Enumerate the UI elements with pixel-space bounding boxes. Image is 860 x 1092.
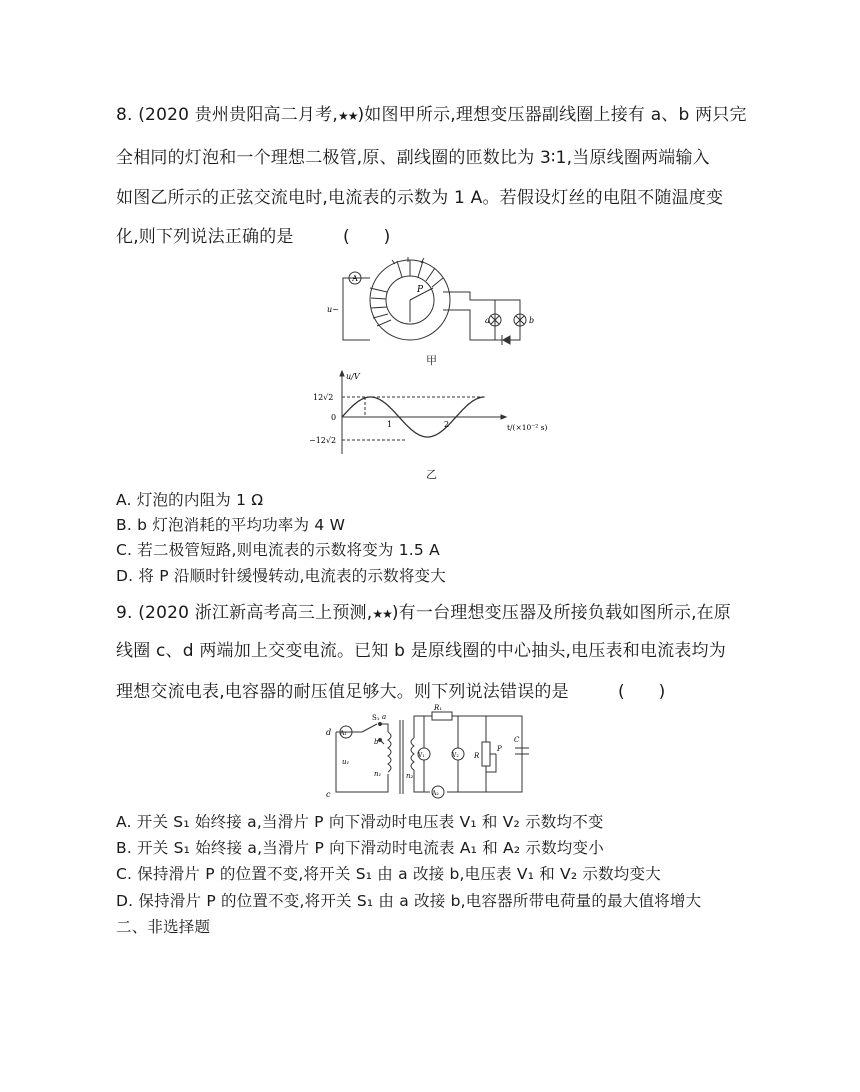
q9-option-c: C. 保持滑片 P 的位置不变,将开关 S₁ 由 a 改接 b,电压表 V₁ 和 V₂ 示数均变大 bbox=[116, 865, 661, 883]
q9-option-a: A. 开关 S₁ 始终接 a,当滑片 P 向下滑动时电压表 V₁ 和 V₂ 示数均不变 bbox=[116, 813, 604, 831]
capacitor-label: C bbox=[514, 736, 520, 744]
q9-option-b: B. 开关 S₁ 始终接 a,当滑片 P 向下滑动时电流表 A₁ 和 A₂ 示数均变小 bbox=[116, 839, 604, 857]
contact-b-label: b bbox=[374, 738, 379, 746]
lamp-b-label: b bbox=[529, 316, 535, 325]
turns-n2-label: n₂ bbox=[406, 772, 414, 780]
q8-line-2: 全相同的灯泡和一个理想二极管,原、副线圈的匝数比为 3∶1,当原线圈两端输入 bbox=[116, 148, 710, 168]
q9-line-3: 理想交流电表,电容器的耐压值足够大。则下列说法错误的是 bbox=[116, 682, 569, 702]
q8-line-1 bbox=[116, 100, 747, 125]
resistor-r1-symbol bbox=[432, 712, 452, 720]
voltage-u1-label: u₁ bbox=[342, 758, 350, 766]
x-tick-2: 2 bbox=[444, 420, 450, 429]
q9-line-2: 线圈 c、d 两端加上交变电流。已知 b 是原线圈的中心抽头,电压表和电流表均为 bbox=[116, 641, 726, 661]
q8-line-4: 化,则下列说法正确的是 bbox=[116, 227, 294, 247]
q9-option-d: D. 保持滑片 P 的位置不变,将开关 S₁ 由 a 改接 b,电容器所带电荷量的最大值将增大 bbox=[116, 892, 702, 910]
turns-n1-label: n₁ bbox=[374, 770, 382, 778]
q8-line-3: 如图乙所示的正弦交流电时,电流表的示数为 1 A。若假设灯丝的电阻不随温度变 bbox=[116, 188, 724, 208]
terminal-d-label: d bbox=[326, 728, 332, 737]
y-tick-max: 12√2 bbox=[313, 393, 334, 402]
x-axis-label: t/(×10⁻² s) bbox=[507, 423, 548, 432]
rheostat-r-label: R bbox=[474, 752, 480, 760]
q8-option-a: A. 灯泡的内阻为 1 Ω bbox=[116, 491, 264, 509]
resistor-r1-label: R₁ bbox=[434, 704, 443, 712]
difficulty-mark: ★★ bbox=[372, 607, 392, 621]
ammeter-a2-label: A₂ bbox=[432, 790, 439, 797]
section-heading: 二、非选择题 bbox=[116, 918, 211, 936]
rheostat-r-symbol bbox=[482, 742, 490, 766]
q9-text-1: )有一台理想变压器及所接负载如图所示,在原 bbox=[391, 603, 732, 623]
q9-answer-paren: ( ) bbox=[618, 682, 666, 702]
switch-s1-label: S₁ bbox=[372, 714, 380, 722]
y-axis-label: u/V bbox=[346, 372, 360, 381]
contact-a-label: a bbox=[382, 713, 387, 721]
q9-line-1 bbox=[116, 598, 731, 623]
input-voltage-label: u~ bbox=[327, 305, 339, 314]
y-tick-zero: 0 bbox=[331, 413, 337, 422]
q8-option-d: D. 将 P 沿顺时针缓慢转动,电流表的示数将变大 bbox=[116, 567, 446, 585]
difficulty-mark: ★★ bbox=[337, 109, 358, 123]
transformer-circuit-figure bbox=[322, 702, 544, 800]
q8-option-c: C. 若二极管短路,则电流表的示数将变为 1.5 A bbox=[116, 541, 440, 559]
voltage-waveform-yi bbox=[305, 370, 565, 458]
ammeter-label: A bbox=[352, 274, 358, 283]
x-tick-1: 1 bbox=[387, 420, 393, 429]
q8-answer-paren: ( ) bbox=[343, 227, 391, 247]
voltmeter-v2-label: V₂ bbox=[452, 752, 459, 759]
ammeter-a1-label: A₁ bbox=[340, 730, 347, 737]
y-tick-min: −12√2 bbox=[309, 436, 337, 445]
lamp-a-label: a bbox=[485, 316, 490, 325]
slider-label: P bbox=[417, 285, 424, 295]
figure-caption-jia: 甲 bbox=[426, 354, 437, 367]
q8-source: 8. (2020 贵州贵阳高二月考, bbox=[116, 105, 338, 125]
slider-p-label: P bbox=[497, 745, 502, 753]
figure-caption-yi: 乙 bbox=[426, 468, 437, 481]
q8-text-1: )如图甲所示,理想变压器副线圈上接有 a、b 两只完 bbox=[357, 105, 747, 125]
q8-option-b: B. b 灯泡消耗的平均功率为 4 W bbox=[116, 516, 346, 534]
q9-source: 9. (2020 浙江新高考高三上预测, bbox=[116, 603, 373, 623]
transformer-figure-jia bbox=[325, 250, 550, 350]
voltmeter-v1-label: V₁ bbox=[418, 752, 425, 759]
terminal-c-label: c bbox=[326, 790, 331, 799]
